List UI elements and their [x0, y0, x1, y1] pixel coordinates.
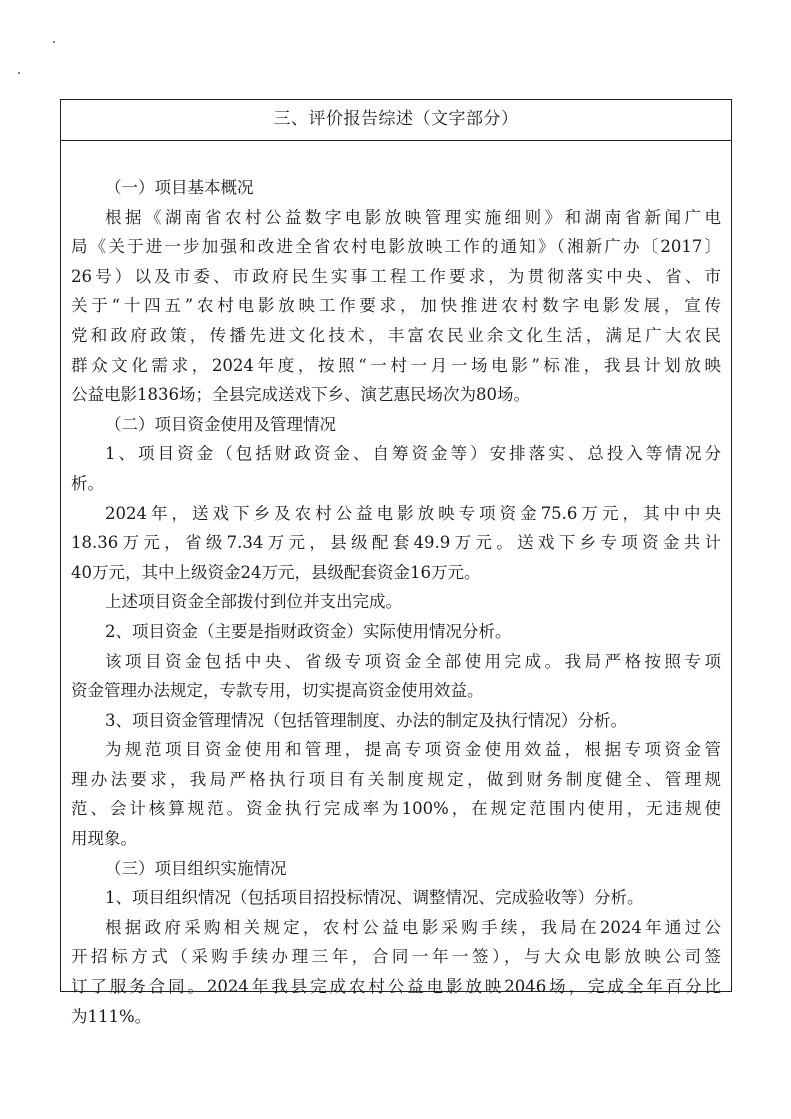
paragraph-line: 党和政府政策，传播先进文化技术，丰富农民业余文化生活，满足广大农民 — [71, 325, 721, 345]
item-heading: 1、项目资金（包括财政资金、自筹资金等）安排落实、总投入等情况分 — [105, 444, 721, 464]
item-heading: 1、项目组织情况（包括项目招投标情况、调整情况、完成验收等）分析。 — [105, 888, 644, 908]
report-body — [61, 141, 731, 1031]
item-heading: 析。 — [71, 473, 104, 493]
subsection-heading-implementation: （三）项目组织实施情况 — [105, 858, 287, 878]
paragraph-line: 局《关于进一步加强和改进全省农村电影放映工作的通知》（湘新广办〔2017〕 — [71, 237, 721, 257]
paragraph-line: 公益电影1836场；全县完成送戏下乡、演艺惠民场次为80场。 — [71, 385, 530, 405]
paragraph-line: 18.36万元，省级7.34万元，县级配套49.9万元。送戏下乡专项资金共计 — [71, 533, 721, 553]
subsection-heading-overview: （一）项目基本概况 — [105, 178, 254, 197]
paragraph-line: 资金管理办法规定，专款专用，切实提高资金使用效益。 — [71, 681, 484, 701]
section-title: 三、评价报告综述（文字部分） — [61, 100, 731, 141]
paragraph-line: 为规范项目资金使用和管理，提高专项资金使用效益，根据专项资金管 — [105, 740, 721, 760]
item-heading: 2、项目资金（主要是指财政资金）实际使用情况分析。 — [105, 621, 512, 641]
paragraph-line: 根据《湖南省农村公益数字电影放映管理实施细则》和湖南省新闻广电 — [105, 207, 721, 227]
scan-speck-1 — [53, 41, 55, 43]
paragraph-line: 2024年，送戏下乡及农村公益电影放映专项资金75.6万元，其中中央 — [105, 503, 721, 523]
paragraph-line: 理办法要求，我局严格执行项目有关制度规定，做到财务制度健全、管理规 — [71, 769, 721, 789]
paragraph-line: 订了服务合同。2024年我县完成农村公益电影放映2046场，完成全年百分比 — [71, 977, 721, 997]
paragraph-line: 该项目资金包括中央、省级专项资金全部使用完成。我局严格按照专项 — [105, 651, 721, 671]
item-heading: 3、项目资金管理情况（包括管理制度、办法的制定及执行情况）分析。 — [105, 710, 627, 730]
subsection-heading-funds: （二）项目资金使用及管理情况 — [105, 414, 336, 434]
paragraph-line: 关于“十四五”农村电影放映工作要求，加快推进农村数字电影发展，宣传 — [71, 296, 721, 316]
paragraph-line: 根据政府采购相关规定，农村公益电影采购手续，我局在2024年通过公 — [105, 917, 721, 937]
paragraph-line: 群众文化需求，2024年度，按照“一村一月一场电影”标准，我县计划放映 — [71, 355, 721, 375]
paragraph-line: 上述项目资金全部拨付到位并支出完成。 — [105, 592, 402, 612]
scan-speck-2 — [18, 72, 20, 74]
paragraph-line: 为111%。 — [71, 1006, 152, 1026]
paragraph-line: 用现象。 — [71, 829, 137, 849]
paragraph-line: 范、会计核算规范。资金执行完成率为100%，在规定范围内使用，无违规使 — [71, 799, 721, 819]
report-table — [60, 99, 732, 1026]
paragraph-line: 开招标方式（采购手续办理三年，合同一年一签），与大众电影放映公司签 — [71, 947, 721, 967]
paragraph-line: 26号）以及市委、市政府民生实事工程工作要求，为贯彻落实中央、省、市 — [71, 266, 721, 286]
paragraph-line: 40万元，其中上级资金24万元，县级配套资金16万元。 — [71, 562, 481, 582]
